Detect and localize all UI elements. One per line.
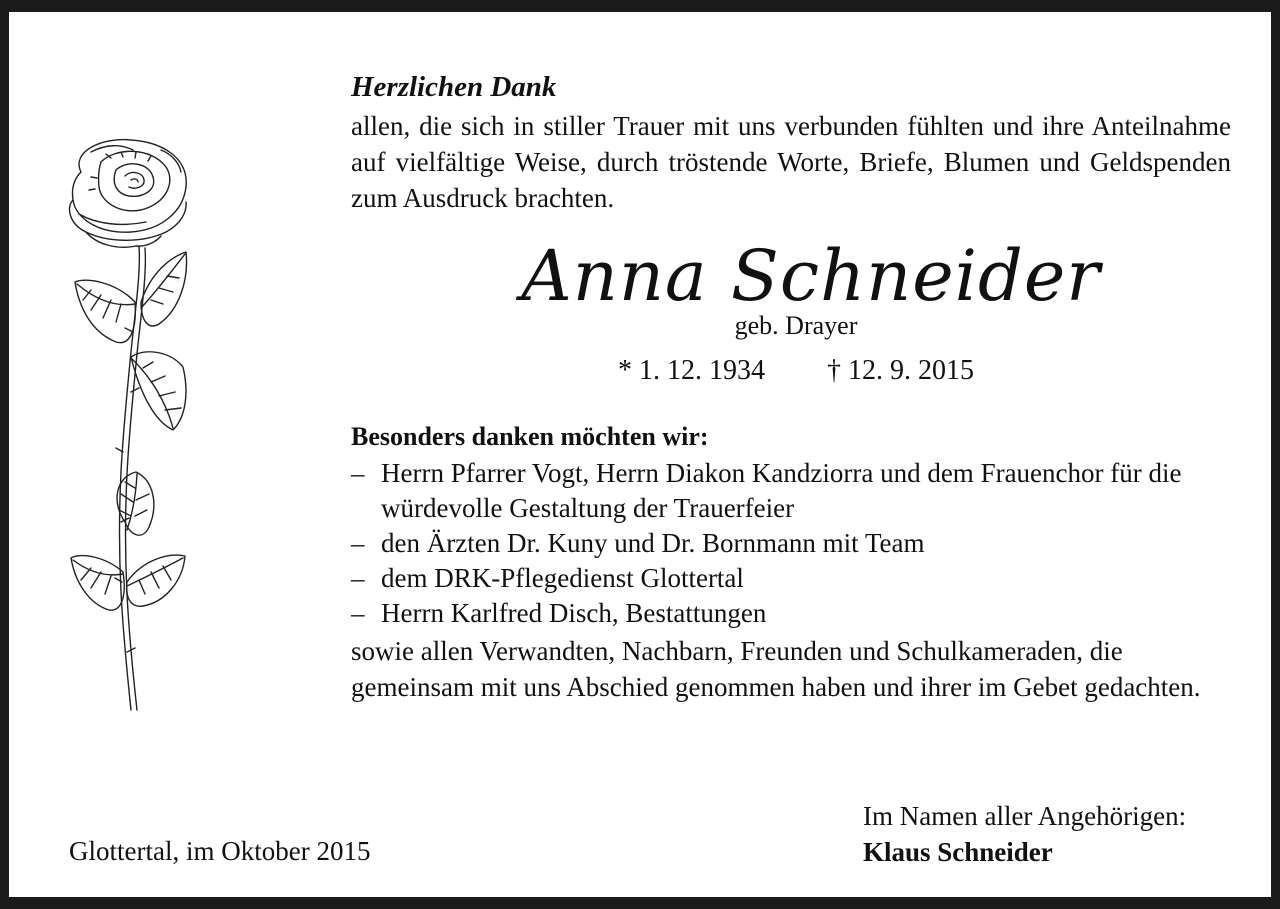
signature-block <box>863 798 1186 870</box>
notice-body <box>351 70 1231 705</box>
list-dash: – <box>351 458 365 488</box>
rose-leaf-5 <box>117 472 154 535</box>
rose-leaf-2 <box>141 252 187 326</box>
thanks-list <box>351 456 1231 631</box>
closing-text: sowie allen Verwandten, Nachbarn, Freunden und Schulkameraden, die gemeinsam mit uns Abschied genommen haben und ihrer im Gebet gedachten. <box>351 636 1201 702</box>
list-dash: – <box>351 528 365 558</box>
list-item: – dem DRK-Pflegedienst Glottertal <box>351 561 1231 596</box>
signature-intro: Im Namen aller Angehörigen: <box>863 801 1187 831</box>
deceased-name: Anna Schneider <box>521 235 1101 317</box>
list-dash: – <box>351 563 365 593</box>
intro-text: allen, die sich in stiller Trauer mit uns verbunden fühlten und ihre Anteilnahme auf vielfältige Weise, durch tröstende Worte, Briefe, Blumen und Geldspenden zum Ausdruck brachten. <box>351 111 1231 213</box>
rose-bloom-icon <box>69 140 186 248</box>
birth-date: * 1. 12. 1934 <box>618 355 765 386</box>
special-thanks-heading: Besonders danken möchten wir: <box>351 422 709 451</box>
rose-leaf-1 <box>75 280 135 342</box>
rose-illustration <box>61 132 201 717</box>
list-item: – Herrn Pfarrer Vogt, Herrn Diakon Kandziorra und dem Frauenchor für die würdevolle Gestaltung der Trauerfeier <box>351 458 1182 523</box>
death-date: † 12. 9. 2015 <box>827 355 974 386</box>
list-item: – den Ärzten Dr. Kuny und Dr. Bornmann mit Team <box>351 526 1231 561</box>
signer-name: Klaus Schneider <box>863 837 1053 867</box>
life-dates <box>351 354 1231 388</box>
thanks-title: Herzlichen Dank <box>351 71 557 103</box>
place-date: Glottertal, im Oktober 2015 <box>69 836 371 866</box>
list-dash: – <box>351 598 365 628</box>
rose-leaf-4 <box>71 556 124 611</box>
rose-leaf-3 <box>131 352 186 430</box>
birth-name: geb. Drayer <box>734 311 858 340</box>
list-item: – Herrn Karlfred Disch, Bestattungen <box>351 596 1231 631</box>
rose-leaf-6 <box>127 555 185 606</box>
